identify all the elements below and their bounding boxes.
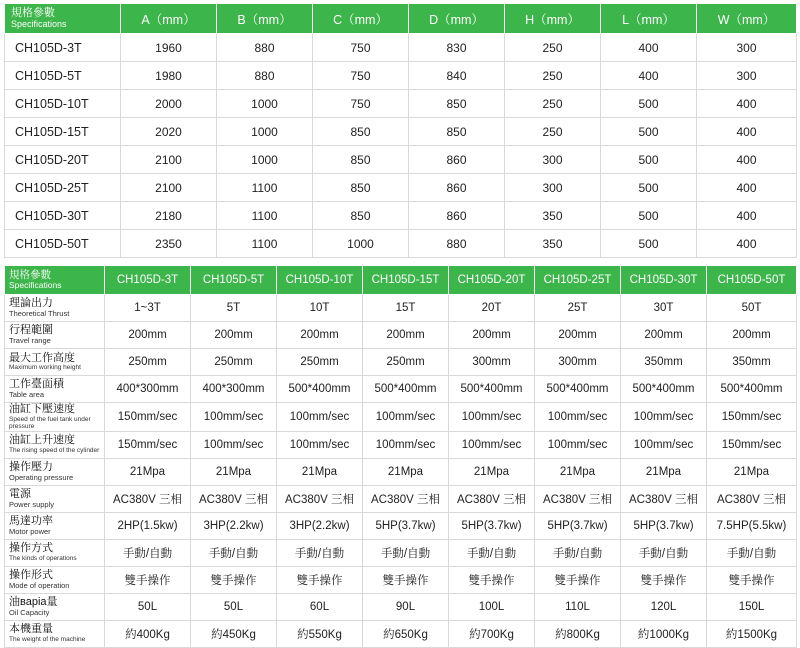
specs-cell-0-4: 20T <box>449 295 535 322</box>
dimensions-cell-3-3: 850 <box>409 118 505 146</box>
specs-cell-5-2: 100mm/sec <box>277 431 363 458</box>
specs-rowlabel-0-en: Theoretical Thrust <box>9 308 70 318</box>
specs-cell-7-6: AC380V 三相 <box>621 485 707 512</box>
dimensions-cell-6-5: 500 <box>601 202 697 230</box>
dimensions-cell-3-2: 850 <box>313 118 409 146</box>
dimensions-cell-4-5: 500 <box>601 146 697 174</box>
specs-cell-10-1: 雙手操作 <box>191 566 277 593</box>
specs-rowlabel-5 <box>5 431 105 458</box>
specs-header-model-2: CH105D-10T <box>277 266 363 295</box>
dimensions-cell-6-0: 2180 <box>121 202 217 230</box>
specs-cell-11-4: 100L <box>449 593 535 620</box>
specs-rowlabel-10-en: Mode of operation <box>9 580 70 590</box>
specs-cell-5-5: 100mm/sec <box>535 431 621 458</box>
specs-cell-4-0: 150mm/sec <box>105 403 191 432</box>
specs-cell-9-0: 手動/自動 <box>105 539 191 566</box>
specs-cell-0-6: 30T <box>621 295 707 322</box>
specs-cell-11-6: 120L <box>621 593 707 620</box>
dimensions-cell-4-2: 850 <box>313 146 409 174</box>
table-row <box>5 566 797 593</box>
specs-cell-9-6: 手動/自動 <box>621 539 707 566</box>
dimensions-model-7: CH105D-50T <box>5 230 121 258</box>
specs-rowlabel-1 <box>5 322 105 349</box>
specs-cell-2-2: 250mm <box>277 349 363 376</box>
specs-cell-10-5: 雙手操作 <box>535 566 621 593</box>
specs-cell-2-3: 250mm <box>363 349 449 376</box>
table-row <box>5 376 797 403</box>
specs-cell-9-2: 手動/自動 <box>277 539 363 566</box>
specs-rowlabel-1-cn: 行程範圍 <box>9 324 53 337</box>
dimensions-header-spec-en: Specifications <box>11 18 67 29</box>
dimensions-cell-6-6: 400 <box>697 202 797 230</box>
specs-cell-3-5: 500*400mm <box>535 376 621 403</box>
specs-rowlabel-10 <box>5 566 105 593</box>
dimensions-cell-2-1: 1000 <box>217 90 313 118</box>
table-row <box>5 512 797 539</box>
specs-cell-3-7: 500*400mm <box>707 376 797 403</box>
dimensions-cell-3-6: 400 <box>697 118 797 146</box>
specs-cell-10-7: 雙手操作 <box>707 566 797 593</box>
table-row <box>5 118 797 146</box>
dimensions-cell-2-5: 500 <box>601 90 697 118</box>
dimensions-model-6: CH105D-30T <box>5 202 121 230</box>
table-row <box>5 593 797 620</box>
specs-cell-11-0: 50L <box>105 593 191 620</box>
specs-header-model-0: CH105D-3T <box>105 266 191 295</box>
specs-cell-7-2: AC380V 三相 <box>277 485 363 512</box>
dimensions-cell-6-1: 1100 <box>217 202 313 230</box>
dimensions-cell-4-3: 860 <box>409 146 505 174</box>
specs-cell-8-0: 2HP(1.5kw) <box>105 512 191 539</box>
dimensions-cell-5-1: 1100 <box>217 174 313 202</box>
specs-cell-3-2: 500*400mm <box>277 376 363 403</box>
specs-rowlabel-6-cn: 操作壓力 <box>9 460 53 473</box>
specs-rowlabel-2 <box>5 349 105 376</box>
dimensions-cell-1-3: 840 <box>409 62 505 90</box>
specs-cell-5-6: 100mm/sec <box>621 431 707 458</box>
specs-cell-5-0: 150mm/sec <box>105 431 191 458</box>
specs-cell-3-1: 400*300mm <box>191 376 277 403</box>
dimensions-model-0: CH105D-3T <box>5 34 121 62</box>
specs-cell-6-6: 21Mpa <box>621 458 707 485</box>
specs-rowlabel-9-en: The kinds of operations <box>9 555 77 563</box>
specs-cell-9-1: 手動/自動 <box>191 539 277 566</box>
dimensions-cell-5-3: 860 <box>409 174 505 202</box>
specs-header-model-1: CH105D-5T <box>191 266 277 295</box>
dimensions-cell-3-0: 2020 <box>121 118 217 146</box>
specs-cell-12-5: 約800Kg <box>535 620 621 647</box>
specs-cell-4-6: 100mm/sec <box>621 403 707 432</box>
specs-rowlabel-7-cn: 電源 <box>9 487 31 500</box>
table-row <box>5 174 797 202</box>
specs-cell-7-0: AC380V 三相 <box>105 485 191 512</box>
specs-cell-4-5: 100mm/sec <box>535 403 621 432</box>
specs-cell-1-0: 200mm <box>105 322 191 349</box>
specs-cell-2-6: 350mm <box>621 349 707 376</box>
table-row <box>5 295 797 322</box>
dimensions-cell-7-5: 500 <box>601 230 697 258</box>
dimensions-cell-0-3: 830 <box>409 34 505 62</box>
dimensions-cell-7-2: 1000 <box>313 230 409 258</box>
dimensions-cell-1-0: 1980 <box>121 62 217 90</box>
dimensions-table-header <box>5 4 797 34</box>
specs-header-model-7: CH105D-50T <box>707 266 797 295</box>
dimensions-cell-7-3: 880 <box>409 230 505 258</box>
specs-rowlabel-12 <box>5 620 105 647</box>
spec-sheet-page <box>0 3 800 644</box>
specs-rowlabel-4-cn: 油缸下壓速度 <box>9 403 75 415</box>
table-row <box>5 458 797 485</box>
specs-cell-1-7: 200mm <box>707 322 797 349</box>
dimensions-cell-0-6: 300 <box>697 34 797 62</box>
dimensions-header-spec-cn: 規格參數 <box>11 7 55 19</box>
specs-rowlabel-11 <box>5 593 105 620</box>
specs-cell-5-3: 100mm/sec <box>363 431 449 458</box>
dimensions-cell-2-0: 2000 <box>121 90 217 118</box>
specs-rowlabel-0-cn: 理論出力 <box>9 297 53 310</box>
dimensions-model-3: CH105D-15T <box>5 118 121 146</box>
dimensions-cell-7-0: 2350 <box>121 230 217 258</box>
specs-rowlabel-6 <box>5 458 105 485</box>
dimensions-cell-3-5: 500 <box>601 118 697 146</box>
dimensions-model-1: CH105D-5T <box>5 62 121 90</box>
specs-rowlabel-4-en: Speed of the fuel tank under pressure <box>9 415 91 430</box>
specs-cell-3-4: 500*400mm <box>449 376 535 403</box>
dimensions-cell-5-5: 500 <box>601 174 697 202</box>
specs-cell-6-5: 21Mpa <box>535 458 621 485</box>
table-row <box>5 146 797 174</box>
specs-cell-12-4: 約700Kg <box>449 620 535 647</box>
specs-cell-10-6: 雙手操作 <box>621 566 707 593</box>
dimensions-cell-6-3: 860 <box>409 202 505 230</box>
specifications-table-header <box>5 266 797 295</box>
table-row <box>5 403 797 432</box>
specs-cell-5-1: 100mm/sec <box>191 431 277 458</box>
dimensions-header-spec <box>5 4 121 34</box>
specs-cell-8-5: 5HP(3.7kw) <box>535 512 621 539</box>
specs-cell-1-6: 200mm <box>621 322 707 349</box>
specs-cell-3-3: 500*400mm <box>363 376 449 403</box>
dimensions-cell-1-1: 880 <box>217 62 313 90</box>
specs-cell-6-1: 21Mpa <box>191 458 277 485</box>
specs-header-model-6: CH105D-30T <box>621 266 707 295</box>
dimensions-cell-1-2: 750 <box>313 62 409 90</box>
specs-cell-11-3: 90L <box>363 593 449 620</box>
dimensions-table <box>4 3 797 258</box>
specs-cell-9-4: 手動/自動 <box>449 539 535 566</box>
specs-rowlabel-2-en: Maximum working height <box>9 364 81 372</box>
specs-header-model-3: CH105D-15T <box>363 266 449 295</box>
dimensions-cell-2-6: 400 <box>697 90 797 118</box>
specs-cell-11-7: 150L <box>707 593 797 620</box>
dimensions-cell-0-1: 880 <box>217 34 313 62</box>
dimensions-cell-5-4: 300 <box>505 174 601 202</box>
specs-rowlabel-3-cn: 工作臺面積 <box>9 378 64 391</box>
dimensions-cell-5-0: 2100 <box>121 174 217 202</box>
specs-cell-8-4: 5HP(3.7kw) <box>449 512 535 539</box>
specs-header-spec-en: Specifications <box>9 280 62 291</box>
specs-cell-8-6: 5HP(3.7kw) <box>621 512 707 539</box>
specs-cell-12-3: 約650Kg <box>363 620 449 647</box>
dimensions-cell-2-2: 750 <box>313 90 409 118</box>
dimensions-model-2: CH105D-10T <box>5 90 121 118</box>
specs-cell-1-2: 200mm <box>277 322 363 349</box>
specs-cell-7-4: AC380V 三相 <box>449 485 535 512</box>
specs-cell-11-2: 60L <box>277 593 363 620</box>
specs-rowlabel-0 <box>5 295 105 322</box>
dimensions-table-body <box>5 34 797 258</box>
dimensions-cell-3-1: 1000 <box>217 118 313 146</box>
table-row <box>5 539 797 566</box>
dimensions-header-b: B（mm） <box>217 4 313 34</box>
specs-cell-1-5: 200mm <box>535 322 621 349</box>
dimensions-cell-7-1: 1100 <box>217 230 313 258</box>
specs-cell-7-1: AC380V 三相 <box>191 485 277 512</box>
specs-cell-2-5: 300mm <box>535 349 621 376</box>
specs-cell-10-4: 雙手操作 <box>449 566 535 593</box>
specs-cell-12-2: 約550Kg <box>277 620 363 647</box>
specs-cell-4-7: 150mm/sec <box>707 403 797 432</box>
dimensions-cell-2-4: 250 <box>505 90 601 118</box>
dimensions-cell-4-1: 1000 <box>217 146 313 174</box>
specs-cell-9-7: 手動/自動 <box>707 539 797 566</box>
table-header-row <box>5 266 797 295</box>
specs-cell-4-2: 100mm/sec <box>277 403 363 432</box>
specs-rowlabel-11-cn: 油варia量 <box>9 595 58 608</box>
specs-cell-6-7: 21Mpa <box>707 458 797 485</box>
specs-cell-2-0: 250mm <box>105 349 191 376</box>
specs-rowlabel-7 <box>5 485 105 512</box>
specs-cell-0-2: 10T <box>277 295 363 322</box>
specs-cell-10-2: 雙手操作 <box>277 566 363 593</box>
specs-rowlabel-8-en: Motor power <box>9 526 51 536</box>
table-row <box>5 349 797 376</box>
dimensions-cell-7-6: 400 <box>697 230 797 258</box>
table-row <box>5 202 797 230</box>
specs-header-spec-cn: 規格參數 <box>9 269 51 282</box>
dimensions-cell-4-6: 400 <box>697 146 797 174</box>
specs-rowlabel-12-en: The weight of the machine <box>9 636 86 644</box>
specs-rowlabel-9 <box>5 539 105 566</box>
specs-cell-0-1: 5T <box>191 295 277 322</box>
specs-cell-2-4: 300mm <box>449 349 535 376</box>
specs-cell-6-3: 21Mpa <box>363 458 449 485</box>
dimensions-model-4: CH105D-20T <box>5 146 121 174</box>
specs-rowlabel-3 <box>5 376 105 403</box>
specs-cell-1-3: 200mm <box>363 322 449 349</box>
dimensions-cell-2-3: 850 <box>409 90 505 118</box>
specs-cell-4-3: 100mm/sec <box>363 403 449 432</box>
specs-cell-8-7: 7.5HP(5.5kw) <box>707 512 797 539</box>
specs-cell-7-5: AC380V 三相 <box>535 485 621 512</box>
dimensions-header-d: D（mm） <box>409 4 505 34</box>
dimensions-cell-6-4: 350 <box>505 202 601 230</box>
dimensions-cell-0-4: 250 <box>505 34 601 62</box>
specs-rowlabel-9-cn: 操作方式 <box>9 542 53 555</box>
dimensions-header-h: H（mm） <box>505 4 601 34</box>
specs-cell-12-7: 約1500Kg <box>707 620 797 647</box>
specs-rowlabel-3-en: Table area <box>9 389 45 399</box>
table-row <box>5 322 797 349</box>
dimensions-header-a: A（mm） <box>121 4 217 34</box>
table-row <box>5 62 797 90</box>
dimensions-cell-4-4: 300 <box>505 146 601 174</box>
dimensions-cell-4-0: 2100 <box>121 146 217 174</box>
specs-cell-2-7: 350mm <box>707 349 797 376</box>
specs-rowlabel-6-en: Operating pressure <box>9 472 74 482</box>
dimensions-cell-7-4: 350 <box>505 230 601 258</box>
specs-header-model-5: CH105D-25T <box>535 266 621 295</box>
specifications-table <box>4 265 797 648</box>
specs-cell-11-1: 50L <box>191 593 277 620</box>
specs-rowlabel-11-en: Oil Capacity <box>9 607 50 617</box>
specs-rowlabel-5-cn: 油缸上升速度 <box>9 434 75 447</box>
specs-rowlabel-8 <box>5 512 105 539</box>
specs-cell-0-5: 25T <box>535 295 621 322</box>
specs-cell-6-4: 21Mpa <box>449 458 535 485</box>
specs-cell-11-5: 110L <box>535 593 621 620</box>
specs-cell-5-4: 100mm/sec <box>449 431 535 458</box>
dimensions-cell-3-4: 250 <box>505 118 601 146</box>
specs-header-spec <box>5 266 105 295</box>
specs-cell-1-4: 200mm <box>449 322 535 349</box>
dimensions-header-w: W（mm） <box>697 4 797 34</box>
specs-cell-7-7: AC380V 三相 <box>707 485 797 512</box>
specs-rowlabel-1-en: Travel range <box>9 335 51 345</box>
dimensions-cell-0-2: 750 <box>313 34 409 62</box>
specs-rowlabel-12-cn: 本機重量 <box>9 623 53 636</box>
specs-rowlabel-8-cn: 馬達功率 <box>9 514 53 527</box>
dimensions-model-5: CH105D-25T <box>5 174 121 202</box>
specs-cell-8-1: 3HP(2.2kw) <box>191 512 277 539</box>
specs-cell-2-1: 250mm <box>191 349 277 376</box>
dimensions-cell-5-6: 400 <box>697 174 797 202</box>
specs-cell-6-2: 21Mpa <box>277 458 363 485</box>
dimensions-header-c: C（mm） <box>313 4 409 34</box>
specs-cell-12-0: 約400Kg <box>105 620 191 647</box>
specs-cell-0-3: 15T <box>363 295 449 322</box>
specs-cell-3-0: 400*300mm <box>105 376 191 403</box>
dimensions-cell-1-4: 250 <box>505 62 601 90</box>
dimensions-cell-0-0: 1960 <box>121 34 217 62</box>
specifications-table-body <box>5 295 797 648</box>
specs-cell-5-7: 150mm/sec <box>707 431 797 458</box>
specs-rowlabel-10-cn: 操作形式 <box>9 568 53 581</box>
specs-cell-10-0: 雙手操作 <box>105 566 191 593</box>
dimensions-header-l: L（mm） <box>601 4 697 34</box>
specs-cell-8-3: 5HP(3.7kw) <box>363 512 449 539</box>
specs-cell-7-3: AC380V 三相 <box>363 485 449 512</box>
specs-cell-8-2: 3HP(2.2kw) <box>277 512 363 539</box>
specs-cell-4-1: 100mm/sec <box>191 403 277 432</box>
dimensions-cell-6-2: 850 <box>313 202 409 230</box>
dimensions-cell-0-5: 400 <box>601 34 697 62</box>
table-row <box>5 620 797 647</box>
specs-cell-0-7: 50T <box>707 295 797 322</box>
specs-cell-4-4: 100mm/sec <box>449 403 535 432</box>
dimensions-cell-5-2: 850 <box>313 174 409 202</box>
table-row <box>5 34 797 62</box>
specs-cell-9-3: 手動/自動 <box>363 539 449 566</box>
specs-cell-10-3: 雙手操作 <box>363 566 449 593</box>
specs-cell-9-5: 手動/自動 <box>535 539 621 566</box>
table-row <box>5 485 797 512</box>
table-row <box>5 90 797 118</box>
dimensions-cell-1-5: 400 <box>601 62 697 90</box>
specs-cell-3-6: 500*400mm <box>621 376 707 403</box>
specs-rowlabel-5-en: The rising speed of the cylinder <box>9 447 100 455</box>
specs-rowlabel-2-cn: 最大工作高度 <box>9 351 75 364</box>
dimensions-cell-1-6: 300 <box>697 62 797 90</box>
specs-header-model-4: CH105D-20T <box>449 266 535 295</box>
specs-rowlabel-4 <box>5 403 105 432</box>
table-row <box>5 431 797 458</box>
specs-cell-6-0: 21Mpa <box>105 458 191 485</box>
specs-cell-1-1: 200mm <box>191 322 277 349</box>
specs-cell-12-6: 約1000Kg <box>621 620 707 647</box>
specs-rowlabel-7-en: Power supply <box>9 499 55 509</box>
specs-cell-12-1: 約450Kg <box>191 620 277 647</box>
table-row <box>5 230 797 258</box>
specs-cell-0-0: 1~3T <box>105 295 191 322</box>
table-header-row <box>5 4 797 34</box>
